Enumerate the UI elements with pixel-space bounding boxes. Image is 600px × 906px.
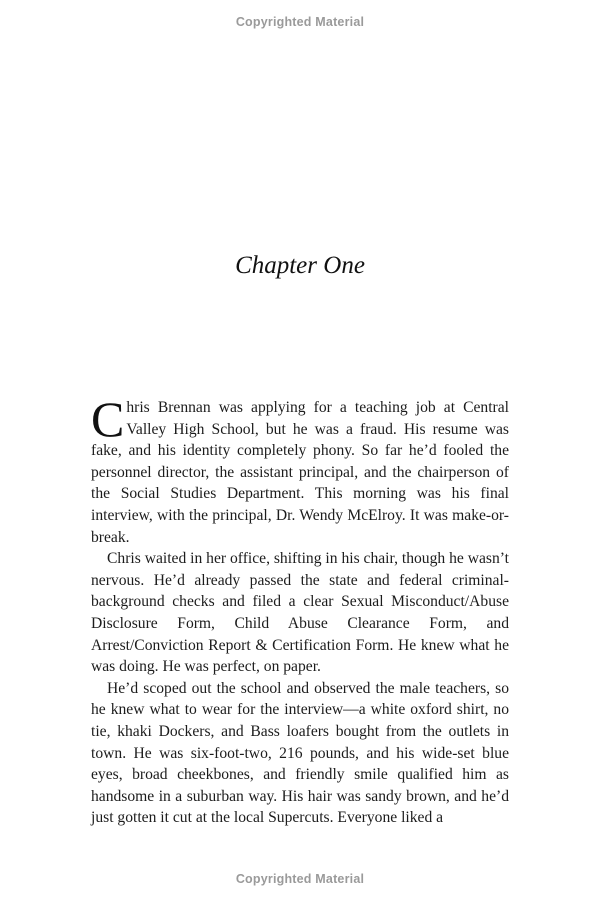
copyright-watermark-bottom: Copyrighted Material — [235, 872, 365, 886]
chapter-title: Chapter One — [235, 252, 365, 279]
chapter-body — [91, 391, 509, 829]
copyright-watermark-top: Copyrighted Material — [235, 15, 365, 29]
paragraph-3: He’d scoped out the school and observed the male teachers, so he knew what to wear for the interview—a white oxford shirt, no tie, khaki Dockers, and Bass loafers bought from the outlets in town. He was six-foot-two, 216 pounds, and his wide-set blue eyes, broad cheekbones, and friendly smile qualified him as handsome in a suburban way. His hair was sandy brown, and he’d just gotten it cut at the local Supercuts. Everyone liked a — [91, 679, 509, 827]
drop-cap: C — [91, 391, 125, 447]
paragraph-1-text: hris Brennan was applying for a teaching job at Central Valley High School, but he was a fraud. His resume was fake, and his identity completely phony. So far he’d fooled the personnel director, the assistant principal, and the chairperson of the Social Studies Department. This morning was his final interview, with the principal, Dr. Wendy McElroy. It was make-or-break. — [91, 399, 509, 546]
paragraph-1 — [91, 391, 509, 548]
paragraph-2: Chris waited in her office, shifting in his chair, though he wasn’t nervous. He’d already passed the state and federal criminal-background checks and filed a clear Sexual Misconduct/Abuse Disclosure Form, Child Abuse Clearance Form, and Arrest/Conviction Report & Certification Form. He knew what he was doing. He was perfect, on paper. — [91, 550, 509, 676]
